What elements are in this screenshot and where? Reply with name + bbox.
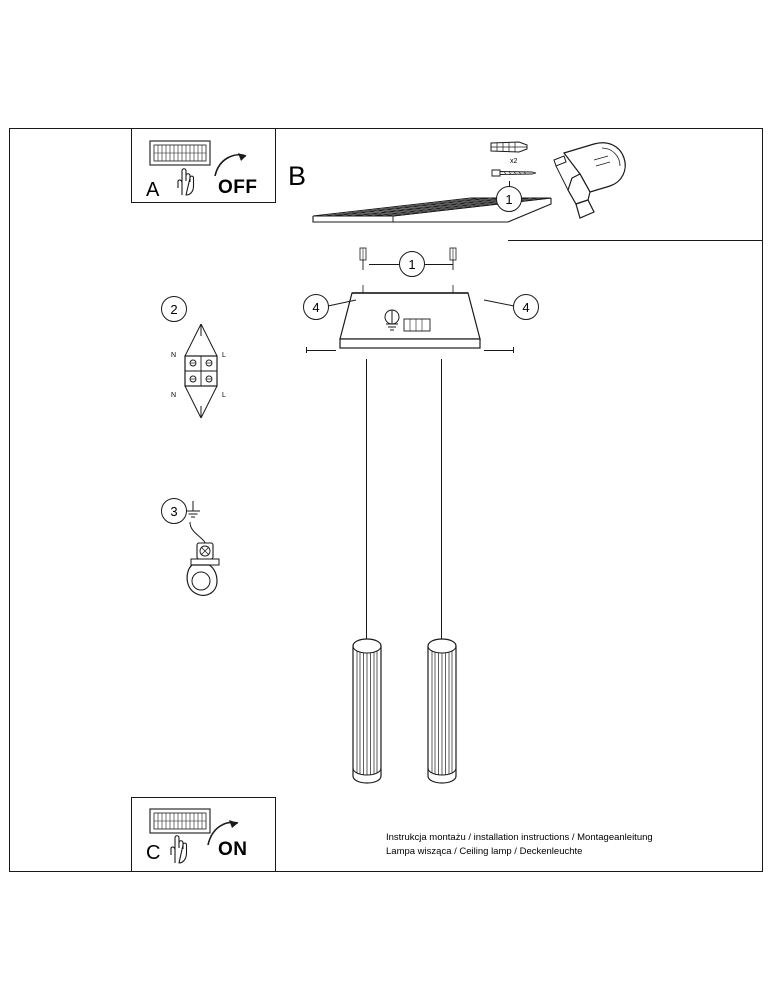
terminal-n-label-top: N [171,352,177,359]
step-1-leader-right2 [425,264,453,265]
ceiling-anchor-right-icon [448,248,458,270]
step-1-badge-ceiling: 1 [399,251,425,277]
step-1-badge-right: 1 [496,186,522,212]
step-3-badge: 3 [161,498,187,524]
panel-b-letter: B [288,161,307,191]
pendant-lamp-right-icon [425,637,459,785]
step-4-badge-right: 4 [513,294,539,320]
switch-on-label: ON [218,839,248,860]
terminal-n-label-bottom: N [171,392,177,399]
terminal-l-label-bottom: L [222,392,226,399]
canopy-base-left-tick [306,347,307,353]
step-4-leader-left [328,300,358,322]
earth-screw-terminal-icon [181,541,229,603]
pendant-lamp-left-icon [350,637,384,785]
footer-line-1: Instrukcja montażu / installation instructions / Montageanleitung [386,832,653,843]
ceiling-anchor-left-icon [358,248,368,270]
step-4-leader-right [482,300,514,322]
ceiling-slab-icon [293,190,593,250]
step-2-badge: 2 [161,296,187,322]
panel-c-letter: C [146,842,161,864]
ceiling-horizon-line [508,240,763,241]
drill-quantity-label: x2 [510,158,518,165]
canopy-base-left-extension [306,350,336,351]
canopy-plate-icon [330,285,490,360]
canopy-base-right-extension [484,350,514,351]
footer-line-2: Lampa wisząca / Ceiling lamp / Deckenleuchte [386,846,583,857]
switch-toggle-arrow-icon [213,150,249,178]
screw-icon [491,167,537,179]
step-4-badge-left: 4 [303,294,329,320]
wall-plug-icon [489,139,529,155]
panel-a-letter: A [146,179,160,201]
terminal-l-label-top: L [222,352,226,359]
hand-pointing-icon [172,166,198,196]
canopy-base-right-tick [513,347,514,353]
hand-pointing-icon-on [165,832,191,864]
step-1-leader-left [369,264,399,265]
pendant-cable-right [441,359,442,639]
switch-off-label: OFF [218,177,258,198]
terminal-block-icon [173,322,229,432]
pendant-cable-left [366,359,367,639]
